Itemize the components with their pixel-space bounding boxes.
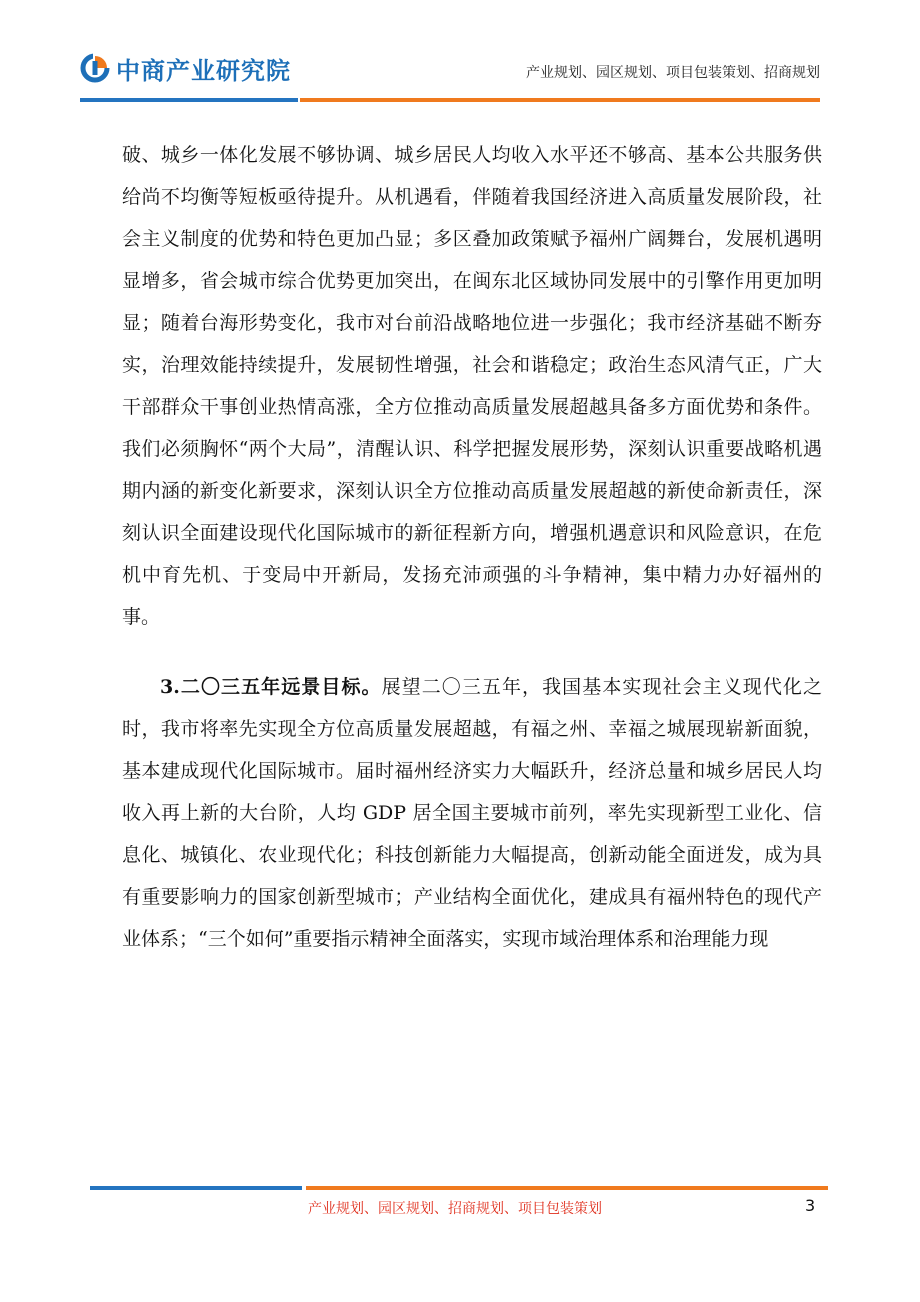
paragraph-text: 展望二〇三五年，我国基本实现社会主义现代化之时，我市将率先实现全方位高质量发展超越，有福之州、幸福之城展现崭新面貌，基本建成现代化国际城市。届时福州经济实力大幅跃升，经济总量和城乡居民人均收入再上新的大台阶，人均 GDP 居全国主要城市前列，率先实现新型工业化、信息化、城镇化、农业现代化；科技创新能力大幅提高，创新动能全面迸发，成为具有重要影响力的国家创新型城市；产业结构全面优化，建成具有福州特色的现代产业体系；“三个如何”重要指示精神全面落实，实现市域治理体系和治理能力现	[122, 676, 822, 950]
company-logo	[80, 50, 291, 86]
header-rule-orange	[300, 98, 820, 102]
paragraph-text: 破、城乡一体化发展不够协调、城乡居民人均收入水平还不够高、基本公共服务供给尚不均衡等短板亟待提升。从机遇看，伴随着我国经济进入高质量发展阶段，社会主义制度的优势和特色更加凸显；多区叠加政策赋予福州广阔舞台，发展机遇明显增多，省会城市综合优势更加突出，在闽东北区域协同发展中的引擎作用更加明显；随着台海形势变化，我市对台前沿战略地位进一步强化；我市经济基础不断夯实，治理效能持续提升，发展韧性增强，社会和谐稳定；政治生态风清气正，广大干部群众干事创业热情高涨，全方位推动高质量发展超越具备多方面优势和条件。我们必须胸怀“两个大局”，清醒认识、科学把握发展形势，深刻认识重要战略机遇期内涵的新变化新要求，深刻认识全方位推动高质量发展超越的新使命新责任，深刻认识全面建设现代化国际城市的新征程新方向，增强机遇意识和风险意识，在危机中育先机、于变局中开新局，发扬充沛顽强的斗争精神，集中精力办好福州的事。	[122, 144, 822, 628]
header-tagline: 产业规划、园区规划、项目包装策划、招商规划	[526, 65, 820, 81]
page-header	[0, 0, 920, 110]
paragraph	[122, 666, 822, 960]
page-number: 3	[805, 1196, 816, 1215]
footer-tagline: 产业规划、园区规划、招商规划、项目包装策划	[308, 1201, 602, 1217]
paragraph	[122, 134, 822, 638]
paragraph-heading: 3.二〇三五年远景目标。	[160, 676, 382, 698]
document-body	[122, 134, 822, 960]
footer-rule-blue	[90, 1186, 302, 1190]
footer-rule-orange	[306, 1186, 828, 1190]
logo-text: 中商产业研究院	[116, 56, 291, 85]
header-rule-blue	[80, 98, 298, 102]
logo-mark-icon	[80, 53, 110, 83]
